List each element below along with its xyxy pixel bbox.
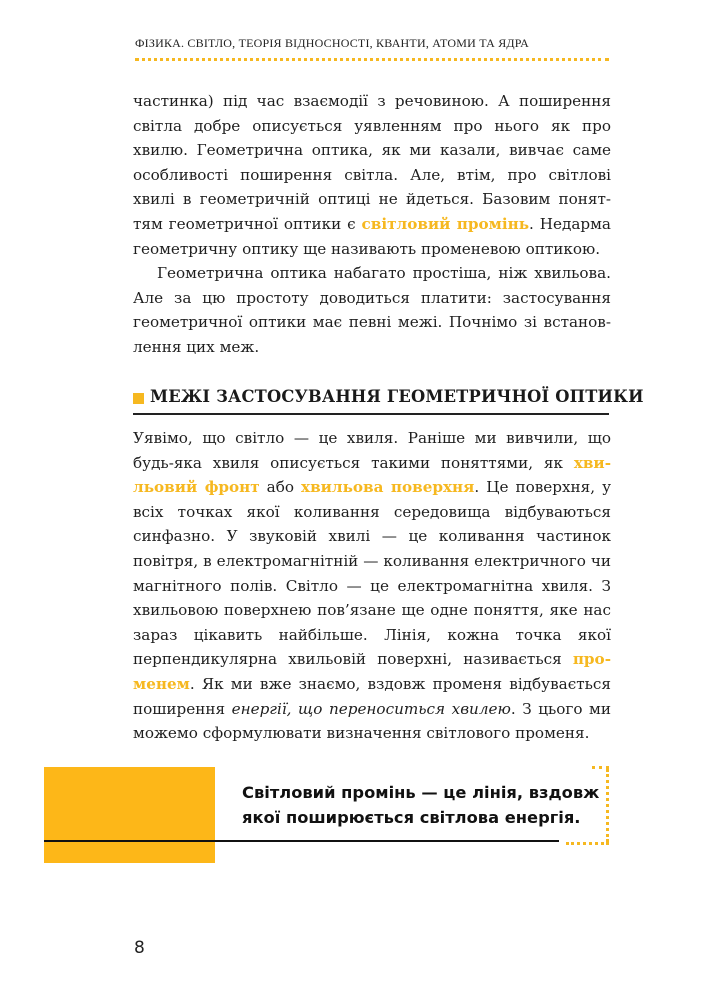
- paragraph: [133, 89, 611, 261]
- header-dotted-rule: [135, 58, 609, 61]
- text-run: . Це поверхня, у всіх точках якої коливання середовища відбуваються синфазно. У звуковій хвилі — це коливання частинок повітря, в електромагнітній — коливання електричного чи магнітного полів. Світло — це електромагнітна хвиля. З хвильовою поверхнею пов’язане ще одне поняття, яке нас зараз цікавить найбільше. Лінія, кожна точка якої перпендикулярна хвильовій поверхні, називається: [133, 478, 612, 669]
- definition-line: Світловий промінь — це лінія, вздовж: [242, 783, 600, 802]
- definition-dotted-frame-bottom: [566, 842, 609, 845]
- body-text-section: [133, 426, 611, 746]
- text-run: Уявімо, що світло — це хвиля. Раніше ми вивчили, що будь-яка хвиля описується такими поняттями, як: [133, 429, 611, 472]
- text-run: частинка) під час взаємодії з речовиною. А поширення світла добре описується уявленням про нього як про хвилю. Геометрична оптика, як ми казали, вивчає саме особливості поширення світла. Але, втім, про світлові хвилі в геометричній оптиці не йдеться. Базовим поняттям геометричної оптики є: [133, 92, 611, 233]
- text-run: або: [259, 478, 302, 497]
- section-bullet-square: [133, 393, 144, 404]
- section-heading: [133, 387, 644, 415]
- section-title: МЕЖІ ЗАСТОСУВАННЯ ГЕОМЕТРИЧНОЇ ОПТИКИ: [150, 387, 644, 406]
- definition-dotted-frame-right: [606, 769, 609, 842]
- highlight-term: променем: [133, 650, 611, 693]
- text-run: . Недарма геометричну оптику ще називають променевою оптикою.: [133, 214, 611, 258]
- emphasis-text: енергії, що переноситься хвилею: [231, 699, 511, 718]
- definition-underline: [44, 840, 559, 842]
- definition-line: якої поширюється світлова енергія.: [242, 808, 581, 827]
- definition-accent-block: [44, 767, 215, 863]
- definition-box: [242, 780, 612, 830]
- paragraph: Геометрична оптика набагато простіша, ніж хвильова. Але за цю простоту доводиться платити: застосування геометричної оптики має певні межі. Почнімо зі встановлення цих меж.: [133, 264, 611, 356]
- highlight-term: хвильовий фронт: [133, 453, 611, 497]
- paragraph: [133, 426, 611, 746]
- highlight-term: хвильова поверхня: [301, 478, 475, 497]
- page-number: 8: [134, 938, 145, 958]
- text-run: . Як ми вже знаємо, вздовж променя відбувається поширення: [133, 674, 611, 718]
- text-run: . З цього ми можемо сформулювати визначення світлового променя.: [133, 699, 611, 743]
- highlight-term: світловий промінь: [361, 214, 530, 233]
- body-text-top: [133, 89, 611, 360]
- running-head: ФІЗИКА. СВІТЛО, ТЕОРІЯ ВІДНОСНОСТІ, КВАНТИ, АТОМИ ТА ЯДРА: [135, 36, 529, 50]
